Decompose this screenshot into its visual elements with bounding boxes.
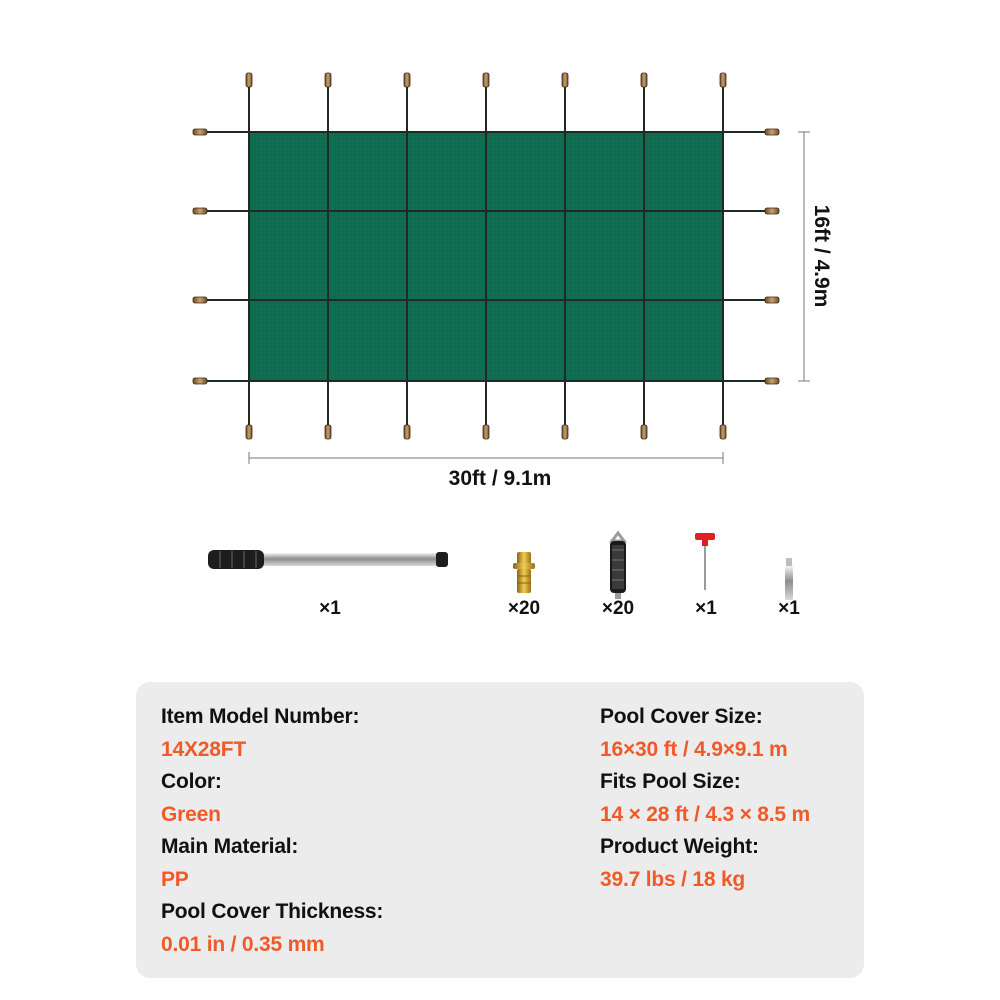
- material-label: Main Material:: [161, 835, 299, 858]
- anchor-tip-icon: [562, 73, 568, 87]
- anchor-tip-icon: [483, 425, 489, 439]
- anchor-tip-icon: [765, 297, 779, 303]
- key-quantity: ×1: [695, 598, 717, 619]
- anchor-tip-icon: [193, 378, 207, 384]
- model-number-value: 14X28FT: [161, 738, 246, 761]
- anchor-tip-icon: [325, 73, 331, 87]
- width-dimension: [249, 452, 723, 490]
- height-label: 16ft / 4.9m: [810, 204, 833, 308]
- pole-quantity: ×1: [319, 598, 341, 619]
- spring-icon: [610, 533, 626, 599]
- anchor-tip-icon: [193, 129, 207, 135]
- brass-anchor-icon: [513, 552, 535, 593]
- width-label: 30ft / 9.1m: [448, 467, 552, 490]
- anchor-tip-icon: [562, 425, 568, 439]
- model-number-label: Item Model Number:: [161, 705, 360, 728]
- anchor-tip-icon: [404, 73, 410, 87]
- weight-label: Product Weight:: [600, 835, 759, 858]
- anchor-tip-icon: [325, 425, 331, 439]
- color-value: Green: [161, 803, 221, 826]
- color-label: Color:: [161, 770, 222, 793]
- specifications-panel: [136, 682, 864, 978]
- fits-pool-size-value: 14 × 28 ft / 4.3 × 8.5 m: [600, 803, 810, 826]
- fits-pool-size-label: Fits Pool Size:: [600, 770, 741, 793]
- rod-quantity: ×1: [778, 598, 800, 619]
- pole-icon: [208, 550, 448, 569]
- anchor-tip-icon: [641, 425, 647, 439]
- cover-size-value: 16×30 ft / 4.9×9.1 m: [600, 738, 788, 761]
- anchor-quantity: ×20: [507, 598, 541, 619]
- anchor-tip-icon: [765, 208, 779, 214]
- anchor-tip-icon: [246, 73, 252, 87]
- weight-value: 39.7 lbs / 18 kg: [600, 868, 746, 891]
- height-dimension: [798, 132, 833, 381]
- anchor-tip-icon: [193, 297, 207, 303]
- anchor-tip-icon: [765, 378, 779, 384]
- specs-left-column: [161, 702, 383, 962]
- anchor-tip-icon: [404, 425, 410, 439]
- specs-right-column: [600, 702, 810, 897]
- thickness-label: Pool Cover Thickness:: [161, 900, 384, 923]
- cover-size-label: Pool Cover Size:: [600, 705, 763, 728]
- anchor-tip-icon: [246, 425, 252, 439]
- anchor-tip-icon: [765, 129, 779, 135]
- thickness-value: 0.01 in / 0.35 mm: [161, 933, 325, 956]
- anchor-tip-icon: [720, 73, 726, 87]
- anchor-tip-icon: [641, 73, 647, 87]
- anchor-tip-icon: [193, 208, 207, 214]
- anchor-tip-icon: [483, 73, 489, 87]
- spring-quantity: ×20: [601, 598, 635, 619]
- installation-rod-icon: [785, 558, 793, 600]
- anchor-tip-icon: [720, 425, 726, 439]
- t-handle-key-icon: [695, 533, 715, 590]
- material-value: PP: [161, 868, 189, 891]
